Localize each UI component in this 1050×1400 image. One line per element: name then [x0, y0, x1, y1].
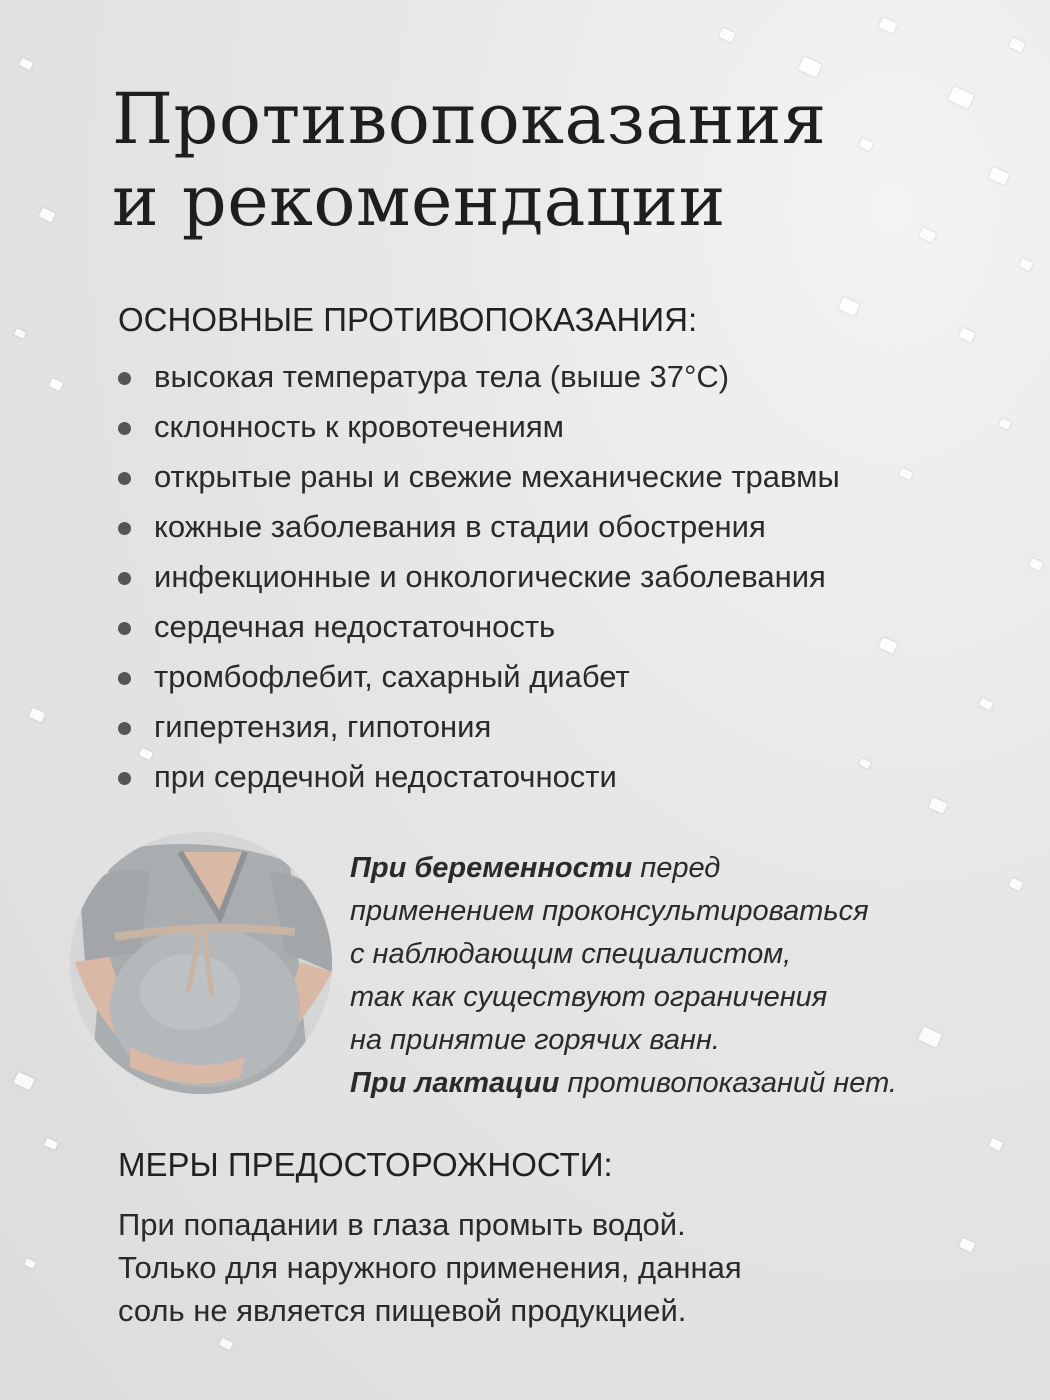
list-item: высокая температура тела (выше 37°С)	[118, 352, 840, 402]
bullet-icon	[118, 472, 131, 485]
bullet-icon	[118, 772, 131, 785]
precautions-heading: МЕРЫ ПРЕДОСТОРОЖНОСТИ:	[118, 1146, 613, 1183]
pregnancy-line-5: на принятие горячих ванн.	[350, 1024, 720, 1056]
title-line-2: и рекомендации	[112, 160, 726, 242]
page-title	[112, 78, 827, 242]
list-item: инфекционные и онкологические заболевания	[118, 552, 840, 602]
list-item: гипертензия, гипотония	[118, 702, 840, 752]
bullet-icon	[118, 622, 131, 635]
list-item: склонность к кровотечениям	[118, 402, 840, 452]
pregnancy-line-1: При беременности перед	[350, 852, 721, 884]
precautions-line-1: При попадании в глаза промыть водой.	[118, 1207, 686, 1242]
pregnancy-line-3: с наблюдающим специалистом,	[350, 938, 792, 970]
list-item: сердечная недостаточность	[118, 602, 840, 652]
pregnancy-note	[350, 847, 990, 1105]
bullet-icon	[118, 372, 131, 385]
pregnancy-line-2: применением проконсультироваться	[350, 895, 869, 927]
list-item: открытые раны и свежие механические травмы	[118, 452, 840, 502]
bullet-icon	[118, 572, 131, 585]
lactation-line: При лактации противопоказаний нет.	[350, 1067, 897, 1099]
precautions-line-2: Только для наружного применения, данная	[118, 1250, 742, 1285]
title-line-1: Противопоказания	[112, 78, 827, 160]
precautions-line-3: соль не является пищевой продукцией.	[118, 1293, 687, 1328]
list-item: кожные заболевания в стадии обострения	[118, 502, 840, 552]
list-item: при сердечной недостаточности	[118, 752, 840, 802]
list-item: тромбофлебит, сахарный диабет	[118, 652, 840, 702]
bullet-icon	[118, 672, 131, 685]
pregnancy-line-4: так как существуют ограничения	[350, 981, 828, 1013]
bullet-icon	[118, 722, 131, 735]
precautions-text	[118, 1203, 742, 1332]
contraindications-list	[118, 352, 840, 802]
bullet-icon	[118, 422, 131, 435]
contraindications-heading: ОСНОВНЫЕ ПРОТИВОПОКАЗАНИЯ:	[118, 301, 698, 338]
pregnant-woman-photo	[70, 832, 332, 1094]
bullet-icon	[118, 522, 131, 535]
